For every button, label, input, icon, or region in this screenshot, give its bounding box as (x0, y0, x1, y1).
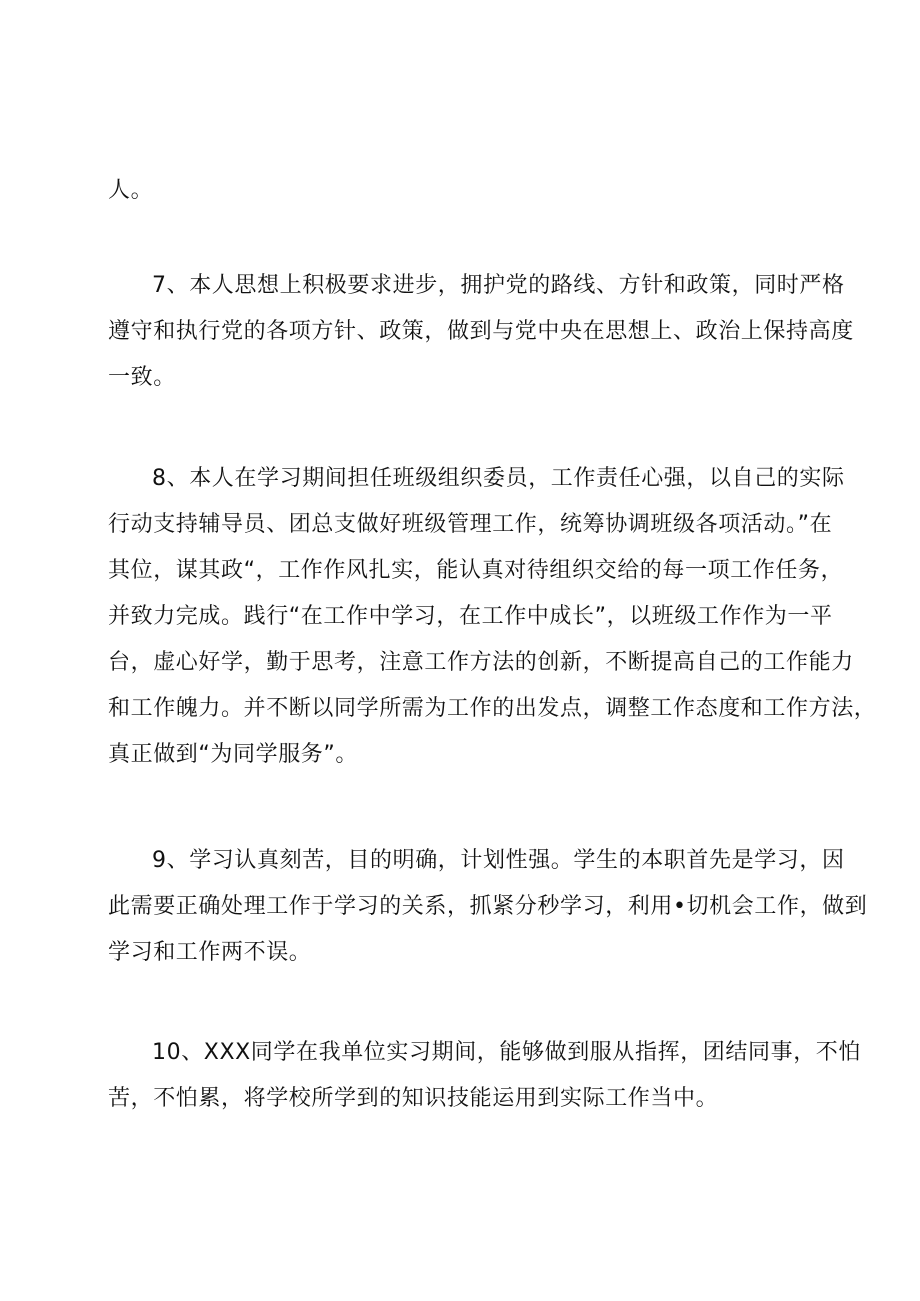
paragraph-10 (108, 1030, 862, 1122)
paragraph-line: 人。 (108, 178, 154, 203)
paragraph-6-tail (108, 168, 826, 214)
paragraph-line: 10、XXX同学在我单位实习期间，能够做到服从指挥，团结同事，不怕 (152, 1040, 862, 1065)
paragraph-7 (108, 263, 854, 401)
paragraph-line: 其位，谋其政“，工作作风扎实，能认真对待组织交给的每一项工作任务， (108, 558, 844, 583)
paragraph-line: 8、本人在学习期间担任班级组织委员，工作责任心强，以自己的实际 (152, 466, 845, 491)
paragraph-line: 7、本人思想上积极要求进步，拥护党的路线、方针和政策，同时严格 (152, 273, 845, 298)
paragraph-line: 遵守和执行党的各项方针、政策，做到与党中央在思想上、政治上保持高度 (108, 319, 854, 344)
paragraph-9 (108, 838, 868, 976)
paragraph-line: 行动支持辅导员、团总支做好班级管理工作，统筹协调班级各项活动。”在 (108, 512, 833, 537)
paragraph-line: 9、学习认真刻苦，目的明确，计划性强。学生的本职首先是学习，因 (152, 848, 845, 873)
paragraph-line: 一致。 (108, 365, 176, 390)
paragraph-line: 此需要正确处理工作于学习的关系，抓紧分秒学习，利用•切机会工作，做到 (108, 894, 868, 919)
paragraph-line: 学习和工作两不误。 (108, 940, 312, 965)
paragraph-8 (108, 456, 877, 778)
paragraph-line: 和工作魄力。并不断以同学所需为工作的出发点，调整工作态度和工作方法， (108, 696, 877, 721)
paragraph-line: 真正做到“为同学服务”。 (108, 742, 358, 767)
paragraph-line: 苦，不怕累，将学校所学到的知识技能运用到实际工作当中。 (108, 1086, 719, 1111)
paragraph-line: 台，虚心好学，勤于思考，注意工作方法的创新，不断提高自己的工作能力 (108, 650, 854, 675)
paragraph-line: 并致力完成。践行“在工作中学习，在工作中成长”，以班级工作作为一平 (108, 604, 833, 629)
